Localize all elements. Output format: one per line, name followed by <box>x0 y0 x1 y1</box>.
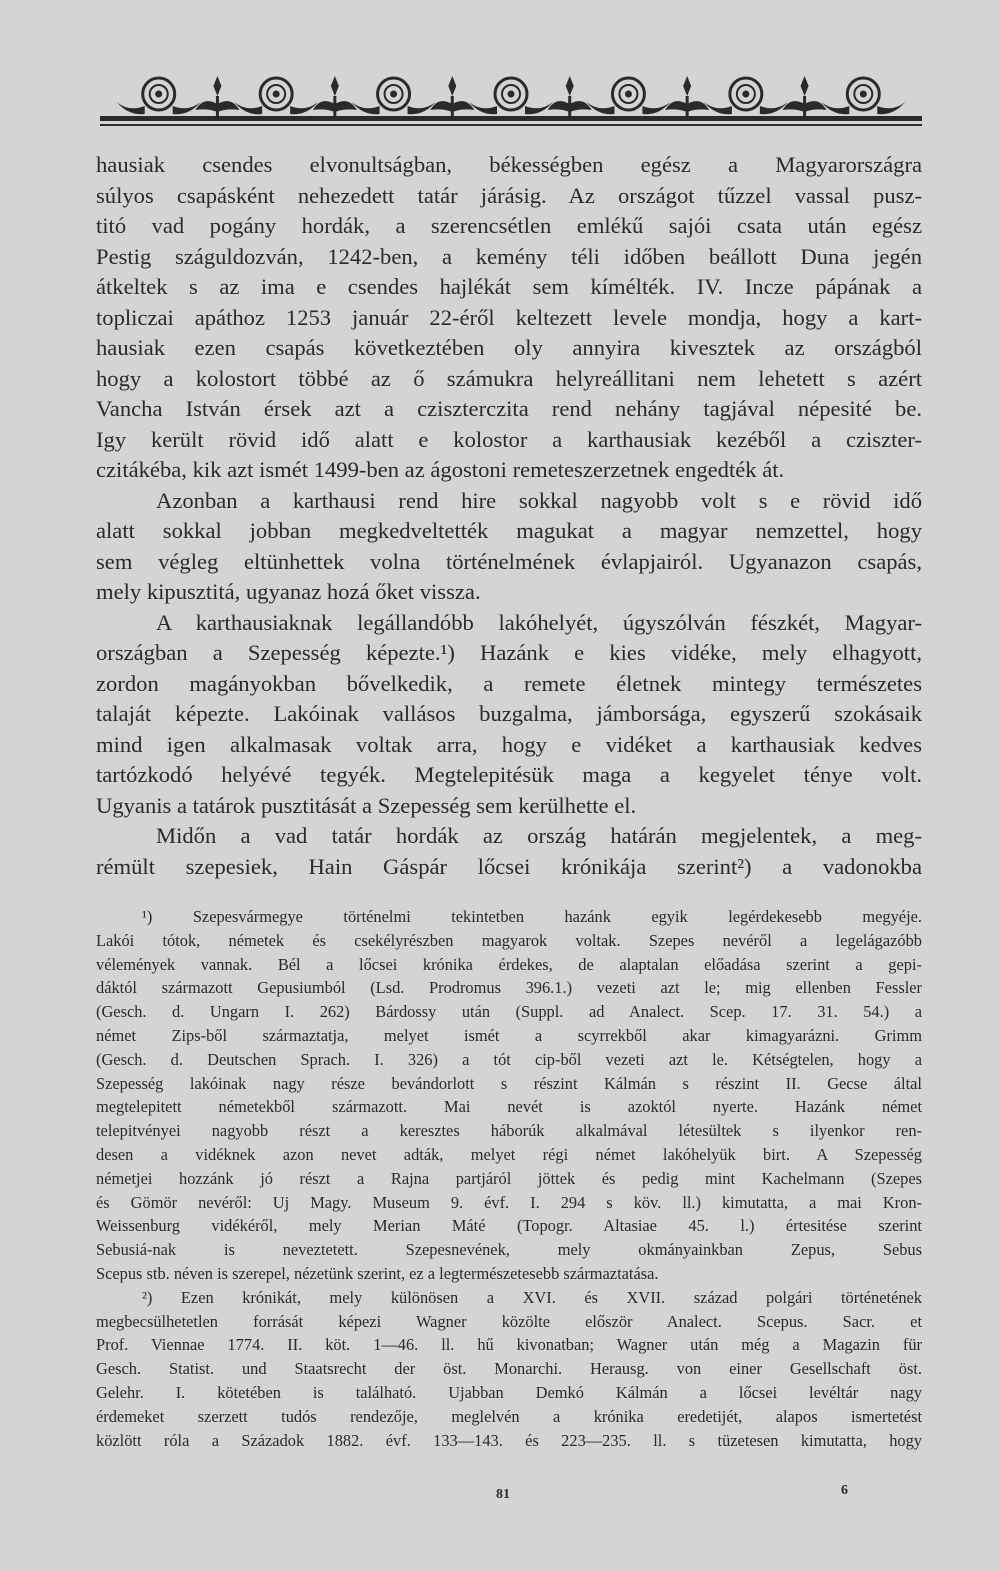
leaf-icon <box>452 101 474 112</box>
body-line: Igy került rövid idő alatt e kolostor a karthausiak kezéből a cziszter- <box>96 426 922 452</box>
body-line: rémült szepesiek, Hain Gáspár lőcsei krónikája szerint²) a vadonokba <box>96 853 922 879</box>
body-line: sem végleg eltünhettek volna történelmének évlapjairól. Ugyanazon csapás, <box>96 548 922 574</box>
footnote-line: megtelepitett németekből származott. Mai nevét is azoktól nyerte. Hazánk német <box>96 1097 922 1117</box>
leaf-icon <box>430 101 452 112</box>
body-line: súlyos csapásként nehezedett tatár járásig. Az országot tűzzel vassal pusz- <box>96 182 922 208</box>
footnote-line: Szepesség lakóinak nagy része bevándorlott s részint Kálmán s részint II. Gecse által <box>96 1073 922 1093</box>
footnote-line: desen a vidéknek azon nevet adták, melyet régi német lakóhelyük birt. A Szepesség <box>96 1144 922 1164</box>
page-number: 6 <box>841 1483 848 1498</box>
fleuron-icon <box>331 76 339 96</box>
body-line: Vancha István érsek azt a cziszterczita rend nehány tagjával népesité be. <box>96 396 922 421</box>
body-line: A karthausiaknak legállandóbb lakóhelyét, úgyszólván fészkét, Magyar- <box>156 609 922 635</box>
fleuron-icon <box>566 76 574 96</box>
body-line: titó vad pogány hordák, a szerencsétlen emlékű sajói csata után egész <box>96 213 922 238</box>
main-text <box>96 150 922 882</box>
body-line: mind igen alkalmasak voltak arra, hogy e vidéket a karthausiak kedves <box>96 731 922 757</box>
leaf-icon <box>352 102 380 114</box>
leaf-icon <box>408 102 436 114</box>
body-line: átkeltek s az ima e csendes hajlékát sem kímélték. IV. Incze pápának a <box>96 274 922 299</box>
leaf-icon <box>760 102 788 114</box>
footnote-line: megbecsülhetetlen forrását képezi Wagner közölte először Analect. Scepus. Sacr. et <box>96 1311 922 1331</box>
footnote-line: (Gesch. d. Deutschen Sprach. I. 326) a tót cip-ből vezeti azt le. Kétségtelen, hogy a <box>96 1049 922 1069</box>
body-line: talaját képezte. Lakóinak vallásos buzgalma, jámborsága, egyszerű szokásaik <box>96 701 922 726</box>
body-line: hausiak csendes elvonultságban, békességben egész a Magyarországra <box>96 152 922 177</box>
fleuron-icon <box>683 76 691 96</box>
footnote-line: Weissenburg vidékéről, mely Merian Máté (Topogr. Altasiae 45. l.) értesitése szerint <box>96 1216 922 1236</box>
leaf-icon <box>548 101 570 112</box>
footnotes <box>96 905 922 1452</box>
leaf-icon <box>117 102 145 114</box>
leaf-icon <box>173 102 201 114</box>
leaf-icon <box>642 102 670 114</box>
body-line: Midőn a vad tatár hordák az ország határán megjelentek, a meg- <box>156 823 922 848</box>
body-line: alatt sokkal jobban megkedveltették magukat a magyar nemzettel, hogy <box>96 518 922 543</box>
footnote-line: Gesch. Statist. und Staatsrecht der öst. Monarchi. Herausg. von einer Gesellschaft öst. <box>96 1359 922 1379</box>
footnote-line: dáktól származott Gepusiumból (Lsd. Prodromus 396.1.) vezeti azt le; mig ellenben Fessler <box>96 978 922 998</box>
rosette-center-icon <box>155 91 162 98</box>
footnote-line: Prof. Viennae 1774. II. köt. 1—46. ll. hű kivonatban; Wagner után még a Magazin für <box>96 1335 922 1355</box>
leaf-icon <box>290 102 318 114</box>
leaf-icon <box>234 102 262 114</box>
body-line: mely kipusztitá, ugyanaz hozá őket vissza. <box>96 579 481 604</box>
leaf-icon <box>217 101 239 112</box>
leaf-icon <box>195 101 217 112</box>
body-line: topliczai apáthoz 1253 január 22-éről keltezett levele mondja, hogy a kart- <box>96 304 922 330</box>
fleuron-icon <box>801 76 809 96</box>
body-line: zordon magányokban bővelkedik, a remete életnek mintegy természetes <box>96 670 922 696</box>
floral-header-ornament <box>100 66 922 128</box>
rosette-center-icon <box>625 91 632 98</box>
footnote-line: Sebusiá-nak is neveztetett. Szepesnevének, mely okmányainkban Zepus, Sebus <box>96 1240 922 1260</box>
rosette-center-icon <box>860 91 867 98</box>
leaf-icon <box>525 102 553 114</box>
ornament-thin-rule <box>100 124 922 126</box>
printer-signature: 81 <box>496 1487 510 1502</box>
footnote-line: és Gömör nevéről: Uj Magy. Museum 9. évf. I. 294 s köv. ll.) kimutatta, a mai Kron- <box>96 1192 922 1212</box>
footnote-line: ²) Ezen krónikát, mely különösen a XVI. és XVII. század polgári történetének <box>142 1287 922 1307</box>
footnote-line: Gelehr. I. kötetében is található. Ujabban Demkó Kálmán a lőcsei levéltár nagy <box>96 1382 922 1402</box>
leaf-icon <box>313 101 335 112</box>
leaf-icon <box>821 102 849 114</box>
leaf-icon <box>335 101 357 112</box>
rosette-center-icon <box>742 91 749 98</box>
body-line: Pestig száguldozván, 1242-ben, a kemény téli időben beállott Duna jegén <box>96 243 922 269</box>
body-line: Ugyanis a tatárok pusztitását a Szepesség sem kerülhette el. <box>96 792 637 818</box>
footnote-line: közlött róla a Századok 1882. évf. 133—143. és 223—235. ll. s tüzetesen kimutatta, hogy <box>96 1430 922 1450</box>
rosette-center-icon <box>273 91 280 98</box>
footnote-line: érdemeket szerzett tudós rendezője, meglelvén a krónika eredetijét, alapos ismertetést <box>96 1406 922 1426</box>
rosette-center-icon <box>508 91 515 98</box>
fleuron-icon <box>213 76 221 96</box>
footnote-line: németjei hozzánk jó részt a Rajna partjáról jöttek és pedig mint Kachelmann (Szepes <box>96 1168 922 1188</box>
leaf-icon <box>570 101 592 112</box>
footnote-line: német Zips-ből származtatja, melyet ismét a scyrrekből akar kimagyarázni. Grimm <box>96 1025 922 1045</box>
leaf-icon <box>704 102 732 114</box>
fleuron-icon <box>448 76 456 96</box>
rosette-center-icon <box>390 91 397 98</box>
ornament-base-rule <box>100 116 922 121</box>
footnote-line: vélemények vannak. Bél a lőcsei krónika érdekes, de alaptalan előadása szerint a gepi- <box>96 954 922 974</box>
leaf-icon <box>586 102 614 114</box>
body-line: czitákéba, kik azt ismét 1499-ben az ágostoni remeteszerzetnek engedték át. <box>96 457 785 482</box>
footnote-line: ¹) Szepesvármegye történelmi tekintetben hazánk egyik legérdekesebb megyéje. <box>142 907 922 926</box>
footnote-line: telepitvényei nagyobb részt a keresztes háborúk alkalmával létesültek s ilyenkor ren- <box>96 1121 922 1141</box>
footnote-line: Lakói tótok, németek és csekélyrészben magyarok voltak. Szepes nevéről a legelágazóbb <box>96 930 922 950</box>
footnote-line: Scepus stb. néven is szerepel, nézetünk szerint, ez a legtermészetesebb származtatása. <box>96 1263 659 1283</box>
body-line: tartózkodó helyévé tegyék. Megtelepitésük maga a kegyelet ténye volt. <box>96 762 922 787</box>
body-line: Azonban a karthausi rend hire sokkal nagyobb volt s e rövid idő <box>156 487 922 513</box>
leaf-icon <box>877 102 905 114</box>
leaf-icon <box>805 101 827 112</box>
footnote-line: (Gesch. d. Ungarn I. 262) Bárdossy után (Suppl. ad Analect. Scep. 17. 31. 54.) a <box>96 1002 922 1022</box>
leaf-icon <box>687 101 709 112</box>
leaf-icon <box>783 101 805 112</box>
leaf-icon <box>469 102 497 114</box>
leaf-icon <box>665 101 687 112</box>
body-line: országban a Szepesség képezte.¹) Hazánk e kies vidéke, mely elhagyott, <box>96 640 922 665</box>
body-line: hogy a kolostort többé az ő számukra helyreállitani nem lehetett s azért <box>96 365 922 391</box>
body-line: hausiak ezen csapás következtében oly annyira kivesztek az országból <box>96 335 922 360</box>
